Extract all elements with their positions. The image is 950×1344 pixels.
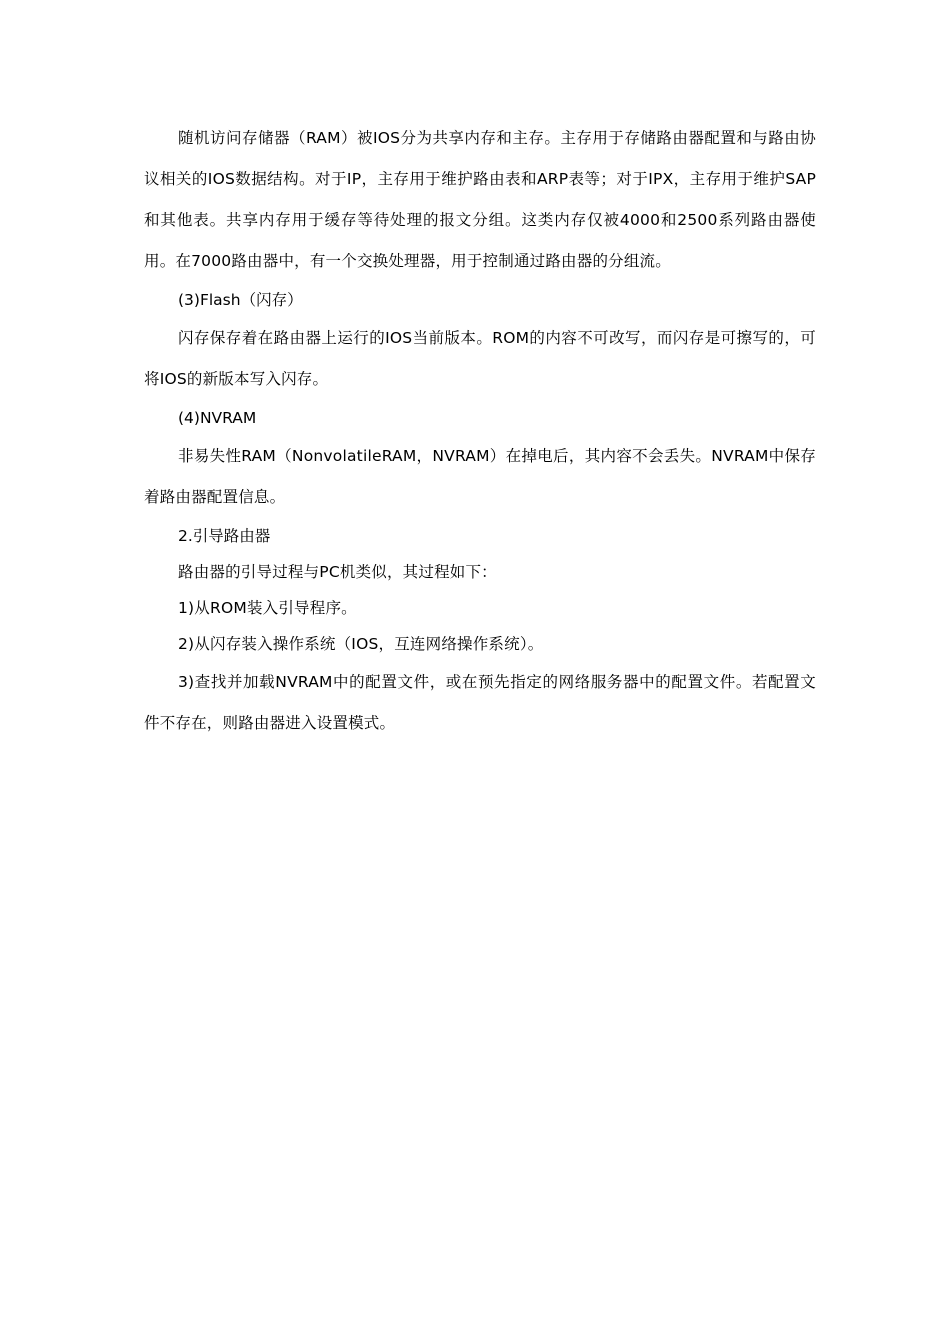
paragraph-nvram: 非易失性RAM（NonvolatileRAM，NVRAM）在掉电后，其内容不会丢失。NVRAM中保存着路由器配置信息。 <box>144 447 816 506</box>
paragraph-boot-intro: 路由器的引导过程与PC机类似，其过程如下： <box>178 563 497 581</box>
heading-nvram: (4)NVRAM <box>178 409 257 427</box>
document-body <box>144 118 816 744</box>
heading-flash: (3)Flash（闪存） <box>178 291 303 309</box>
paragraph-ram: 随机访问存储器（RAM）被IOS分为共享内存和主存。主存用于存储路由器配置和与路由协议相关的IOS数据结构。对于IP，主存用于维护路由表和ARP表等；对于IPX，主存用于维护SAP和其他表。共享内存用于缓存等待处理的报文分组。这类内存仅被4000和2500系列路由器使用。在7000路由器中，有一个交换处理器，用于控制通过路由器的分组流。 <box>144 129 816 270</box>
list-item-step-1: 1)从ROM装入引导程序。 <box>178 599 357 617</box>
list-item-step-3: 3)查找并加载NVRAM中的配置文件，或在预先指定的网络服务器中的配置文件。若配置文件不存在，则路由器进入设置模式。 <box>144 673 816 732</box>
paragraph-flash: 闪存保存着在路由器上运行的IOS当前版本。ROM的内容不可改写，而闪存是可擦写的，可将IOS的新版本写入闪存。 <box>144 329 816 388</box>
list-item-step-2: 2)从闪存装入操作系统（IOS，互连网络操作系统）。 <box>178 635 544 653</box>
heading-boot-router: 2.引导路由器 <box>178 527 271 545</box>
